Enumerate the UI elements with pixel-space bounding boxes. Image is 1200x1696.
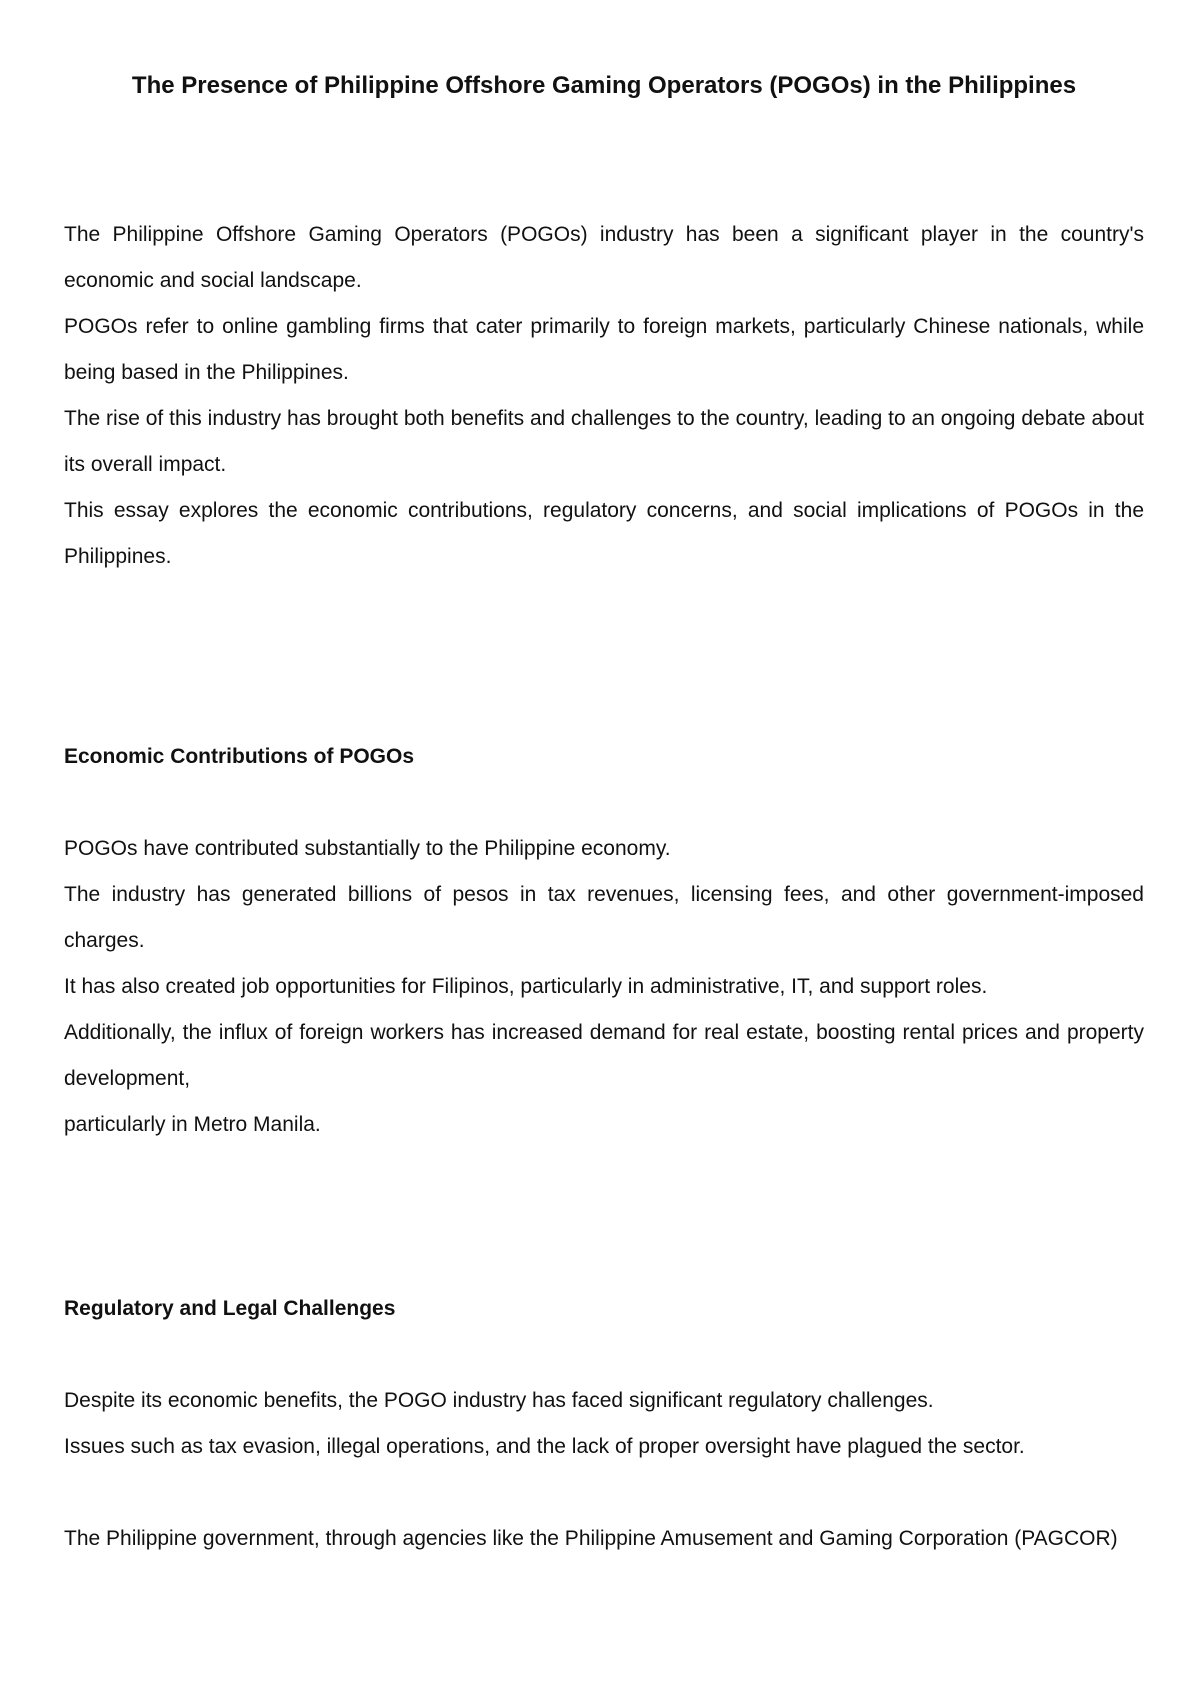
regulatory-paragraph-2: Issues such as tax evasion, illegal operations, and the lack of proper oversight have plagued the sector. [64,1435,1025,1458]
intro-paragraph-4: This essay explores the economic contributions, regulatory concerns, and social implications of POGOs in the Philippines. [64,499,1144,568]
economic-paragraph-2: The industry has generated billions of pesos in tax revenues, licensing fees, and other government-imposed charges. [64,883,1144,952]
intro-paragraph-2: POGOs refer to online gambling firms that cater primarily to foreign markets, particularly Chinese nationals, while being based in the Philippines. [64,315,1144,384]
economic-paragraph-3: It has also created job opportunities for Filipinos, particularly in administrative, IT, and support roles. [64,975,988,998]
section-heading-regulatory: Regulatory and Legal Challenges [64,1297,396,1320]
economic-paragraph-5: particularly in Metro Manila. [64,1113,321,1136]
intro-paragraph-1: The Philippine Offshore Gaming Operators (POGOs) industry has been a significant player in the country's economic and social landscape. [64,223,1144,292]
section-heading-economic: Economic Contributions of POGOs [64,745,415,768]
intro-paragraph-3: The rise of this industry has brought both benefits and challenges to the country, leading to an ongoing debate about its overall impact. [64,407,1144,476]
regulatory-paragraph-3: The Philippine government, through agencies like the Philippine Amusement and Gaming Corporation (PAGCOR) [64,1527,1118,1550]
economic-paragraph-1: POGOs have contributed substantially to the Philippine economy. [64,837,671,860]
document-title: The Presence of Philippine Offshore Gaming Operators (POGOs) in the Philippines [131,72,1077,99]
economic-paragraph-4: Additionally, the influx of foreign workers has increased demand for real estate, boosting rental prices and property development, [64,1021,1144,1090]
document-page [64,0,1144,1696]
regulatory-paragraph-1: Despite its economic benefits, the POGO industry has faced significant regulatory challenges. [64,1389,934,1412]
